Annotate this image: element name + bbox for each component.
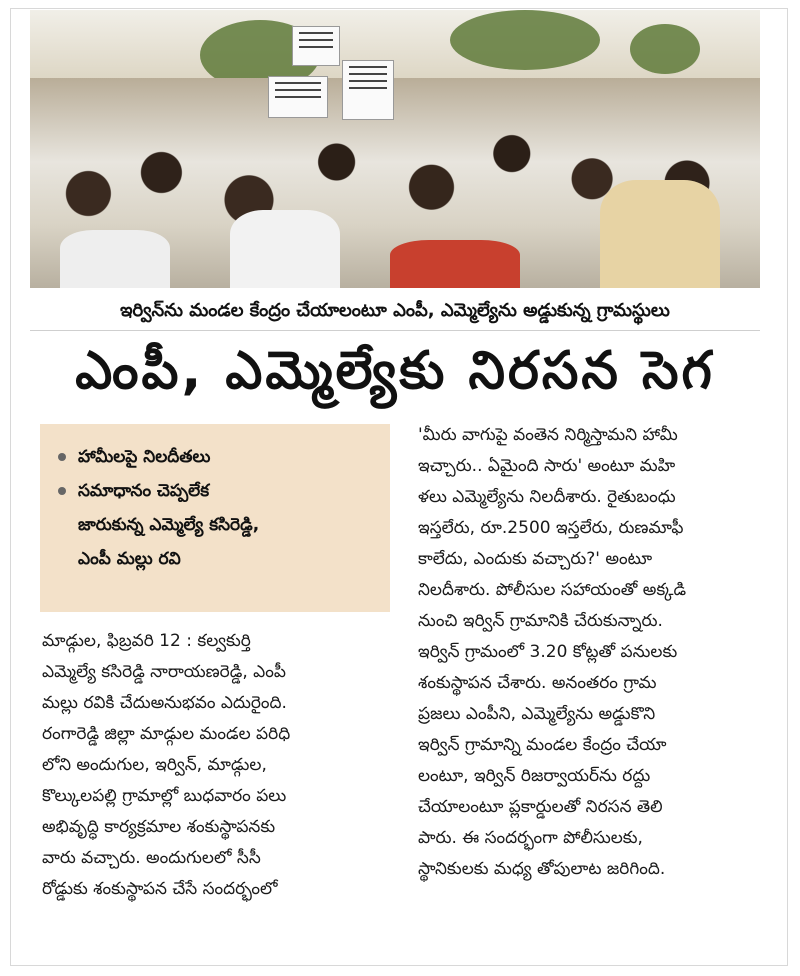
photo-tree: [450, 10, 600, 70]
article-line: ఎమ్మెల్యే కసిరెడ్డి నారాయణరెడ్డి, ఎంపీ: [42, 662, 286, 682]
highlight-text: హామీలపై నిలదీతలు: [78, 447, 211, 467]
article-line: లంటూ, ఇర్విన్ రిజర్వాయర్‌ను రద్దు: [418, 766, 651, 786]
protest-photo: [30, 10, 760, 288]
article-right-column: [418, 420, 766, 885]
article-left-column: [42, 626, 394, 905]
article-line: రోడ్డుకు శంకుస్థాపన చేసే సందర్భంలో: [42, 879, 278, 899]
photo-placard: [268, 76, 328, 118]
bullet-icon: [58, 487, 66, 495]
photo-placard: [292, 26, 340, 66]
photo-person: [230, 210, 340, 288]
headline: ఎంపీ, ఎమ్మెల్యేకు నిరసన సెగ: [75, 340, 715, 401]
photo-placard: [342, 60, 394, 120]
article-line: ఇస్తలేరు, రూ.2500 ఇస్తలేరు, రుణమాఫీ: [418, 518, 684, 538]
bullet-icon: [58, 453, 66, 461]
article-line: మల్లు రవికి చేదుఅనుభవం ఎదురైంది.: [42, 693, 287, 713]
highlight-item: [58, 474, 376, 576]
article-line: మాడ్గుల, ఫిబ్రవరి 12 : కల్వకుర్తి: [42, 631, 251, 651]
highlight-text: సమాధానం చెప్పలేక జారుకున్న ఎమ్మెల్యే కసిరెడ్డి, ఎంపీ మల్లు రవి: [78, 481, 260, 569]
article-line: ఇర్విన్ గ్రామాన్ని మండల కేంద్రం చేయా: [418, 735, 667, 755]
article-line: శంకుస్థాపన చేశారు. అనంతరం గ్రామ: [418, 673, 657, 693]
photo-person: [60, 230, 170, 288]
article-line: ఇచ్చారు.. ఏమైంది సారు' అంటూ మహి: [418, 456, 676, 476]
article-line: ళలు ఎమ్మెల్యేను నిలదీశారు. రైతుబంధు: [418, 487, 676, 507]
photo-tree: [630, 24, 700, 74]
article-line: నిలదీశారు. పోలీసుల సహాయంతో అక్కడి: [418, 580, 687, 600]
article-line: లోని అందుగుల, ఇర్విన్, మాడ్గుల,: [42, 755, 267, 775]
article-line: నుంచి ఇర్విన్ గ్రామానికి చేరుకున్నారు.: [418, 611, 663, 631]
article-line: రంగారెడ్డి జిల్లా మాడ్గుల మండల పరిధి: [42, 724, 291, 744]
article-line: వారు వచ్చారు. అందుగులలో సీసీ: [42, 848, 261, 868]
article-line: ప్రజలు ఎంపీని, ఎమ్మెల్యేను అడ్డుకొని: [418, 704, 656, 724]
article-line: చేయాలంటూ ప్లకార్డులతో నిరసన తెలి: [418, 797, 663, 817]
highlights-box: [40, 424, 390, 612]
article-line: కాలేదు, ఎందుకు వచ్చారు?' అంటూ: [418, 549, 653, 569]
photo-person: [600, 180, 720, 288]
article-line: కొల్కులపల్లి గ్రామాల్లో బుధవారం పలు: [42, 786, 287, 806]
article-line: స్థానికులకు మధ్య తోపులాట జరిగింది.: [418, 859, 666, 879]
article-line: అభివృద్ధి కార్యక్రమాల శంకుస్థాపనకు: [42, 817, 276, 837]
article-line: 'మీరు వాగుపై వంతెన నిర్మిస్తామని హామీ: [418, 425, 678, 445]
article-line: ఇర్విన్ గ్రామంలో 3.20 కోట్లతో పనులకు: [418, 642, 678, 662]
photo-caption: ఇర్విన్‌ను మండల కేంద్రం చేయాలంటూ ఎంపీ, ఎమ్మెల్యేను అడ్డుకున్న గ్రామస్థులు: [30, 294, 760, 331]
photo-person: [390, 240, 520, 288]
article-line: పారు. ఈ సందర్భంగా పోలీసులకు,: [418, 828, 643, 848]
highlight-item: [58, 440, 376, 474]
